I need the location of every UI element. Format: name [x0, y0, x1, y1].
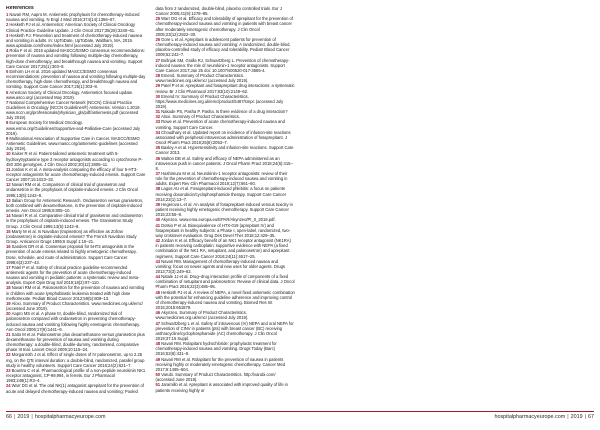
reference-text: Hesketh PJ et al. A review of NEPA, a novel fixed antiemetic combination with the potential for enhancing guideline adherence and improving control of chemotherapy-induced nausea and vomiting. Biomed Res Int 2015;2015:651879.	[155, 289, 295, 311]
reference-text: Choudhary et al. Updated report on incidence of infusion-site reactions associated with peripheral intravenous administration of fosaprepitant. J Oncol Pharm Pract 2019;25(8):2053–7.	[155, 129, 291, 146]
reference-text: Aapro MS et al. A phase III, double-blind, randomized trial of palonosetron compared with ondansetron in preventing chemotherapy-induced nausea and vomiting following highly emetogenic chemotherapy. Ann Oncol 2006;17(9):1441–9.	[6, 311, 141, 332]
reference-text: Sanders DR et al. Consensus proposal for 5HT3 antagonists in the prevention of acute emesis related to highly emetogenic chemotherapy. Dose, schedule, and route of administration. Support Care Cancer 1998;6(3):237–43.	[6, 244, 137, 265]
reference-number: 3	[6, 32, 9, 38]
reference-text: Walton DB et al. Safety and efficacy of NEPA administered as an intravenous push in cancer patients. J Oncol Pharm Pract 2018;24(6):415–8.	[155, 155, 293, 171]
reference-item	[156, 83, 296, 93]
reference-number: 49	[155, 356, 161, 362]
reference-number: 32	[155, 114, 161, 120]
reference-item	[156, 274, 296, 289]
reference-text: Navari RM et al. Rolapitant for the prevention of nausea in patients receiving highly or moderately emetogenic chemotherapy. Cancer Med 2017;6:1495–504.	[155, 356, 286, 372]
reference-text: Aloxi. Summary of Product Characteristics.	[161, 114, 240, 120]
reference-number: 28	[155, 73, 161, 79]
reference-item	[156, 341, 296, 356]
page-footer	[6, 411, 594, 422]
reference-item	[156, 238, 296, 259]
reference-text: Morganroth J et al. Effect of single doses of IV palonosetron, up to 2.25 mg, on the QTc interval duration: a double-blind, randomized, parallel group study in healthy volunteers. Support Care Cancer 2016;24(2):621–7.	[6, 352, 145, 368]
reference-text: Navari RM. Rolapitant hydrochloride: prophylactic treatment for chemotherapy-induced nausea and vomiting. Drugs Today (Barc) 2016;52(8):431–8.	[155, 341, 277, 357]
reference-text: Navari R et al. Comparative clinical trial of granisetron and ondansetron in the prophylaxis of cisplatin-induced emesis. The Granisetron Study Group. J Clin Oncol 1995;13(5):1242–8.	[6, 213, 143, 229]
reference-item	[6, 368, 146, 383]
footer-site-right[interactable]: hospitalpharmacyeurope.com	[494, 414, 566, 420]
reference-number: 22	[6, 352, 11, 358]
reference-number: 6	[6, 89, 9, 95]
reference-item	[6, 182, 146, 197]
reference-text: Jordan K et al. Efficacy benefit of an NK1 receptor antagonist (NK1RA) in patients receiving carboplatin: supportive evidence with NEPA (a fixed combination of the NK1 RA, netupitant, and palonosetron) and aprepitant regimens. Support Care Cancer 2016;24(11):4617–25.	[155, 238, 291, 259]
reference-item	[156, 171, 296, 186]
reference-item	[156, 223, 296, 238]
reference-number: 25	[155, 16, 161, 22]
reference-text: European Society for Medical Oncology. www.esmo.org/Guidelines/Supportive-and-Palliative-Care (accessed July 2019).	[6, 120, 141, 136]
reference-item	[6, 244, 146, 265]
reference-item	[156, 357, 296, 372]
reference-text: Marty M et al. Is Navoban (tropisetron) as effective as Zofran (ondansetron) in cisplatin-induced emesis? The French Navoban Study Group. Anticancer Drugs 1995;6 Suppl 1:15–21.	[6, 228, 137, 245]
footer-separator: |	[584, 414, 586, 420]
reference-number: 29	[155, 83, 161, 89]
footer-left	[6, 412, 106, 422]
reference-text: Hashimura M et al. Neurokinin-1 receptor antagonists: review of their role for the prevention of chemotherapy-induced nausea and vomiting in adults. Expert Rev Clin Pharmacol 2019;12(7):661–80.	[155, 171, 288, 187]
reference-number: 36	[155, 155, 161, 161]
reference-number: 48	[155, 341, 161, 347]
reference-item	[6, 100, 146, 121]
reference-text: Gore L et al. Aprepitant in adolescent patients for prevention of chemotherapy-induced nausea and vomiting: A randomized, double-blind, placebo-controlled study of efficacy and tolerability. Pediatr Blood Cancer 2009;52:242–7.	[155, 36, 291, 58]
reference-number: 2	[6, 22, 9, 28]
reference-item	[6, 229, 146, 244]
reference-number: 26	[155, 36, 161, 42]
reference-item	[156, 372, 296, 382]
reference-item	[156, 145, 296, 155]
reference-item	[156, 290, 296, 311]
reference-item	[6, 167, 146, 182]
reference-number: 40	[155, 217, 161, 223]
reference-number: 44	[155, 274, 161, 280]
reference-number: 51	[155, 382, 161, 388]
reference-item	[156, 130, 296, 145]
reference-item	[156, 202, 296, 217]
reference-number: 9	[6, 135, 9, 141]
reference-text: Bountra C et al. Pharmacological profile of a non-peptide neurokinin NK1 receptor antagonist, CP-99,994, in ferrets. Eur J Pharmacol 1993;249(1):R3–4.	[6, 367, 146, 384]
reference-text: Akynzeo. www.ema.europa.eu/EPAR/Akynzeo/PI_0_2019.pdf.	[161, 217, 276, 223]
reference-number: 4	[6, 48, 9, 54]
reference-number: 7	[6, 99, 9, 105]
reference-item	[156, 73, 296, 83]
reference-number: 12	[6, 182, 11, 188]
reference-item	[6, 213, 146, 228]
reference-item	[156, 37, 296, 58]
reference-text: Patel P et al. Safety of clinical practice guideline-recommended antiemetic agents for the prevention of acute chemotherapy-induced nausea and vomiting in pediatric patients: a systematic review and meta-analysis. Expert Opin Drug Saf 2019;18(2):97–110.	[6, 264, 140, 286]
reference-item	[156, 186, 296, 201]
reference-number: 42	[155, 238, 161, 244]
reference-item	[6, 90, 146, 100]
reference-text: Hesketh PJ. Prevention and treatment of chemotherapy-induced nausea and vomiting in adults. In: UpToDate, UpToDate, Waltham, MA, 2019. www.uptodate.com/home/index.html (accessed July 2019).	[6, 32, 143, 49]
reference-text: Warr DG et al. Efficacy and tolerability of aprepitant for the prevention of chemotherapy-induced nausea and vomiting in patients with breast cancer after moderately emetogenic chemotherapy. J Clin Oncol 2005;23(12):2822–30.	[155, 16, 293, 37]
reference-item	[156, 310, 296, 320]
references-section	[6, 6, 594, 404]
reference-text: Hegerova L et al. An analysis of fosaprepitant-induced venous toxicity in patient receiving highly emetogenic chemotherapy. Support Care Cancer 2015;23:55–9.	[155, 201, 293, 218]
reference-item	[6, 136, 146, 151]
reference-item	[6, 265, 146, 286]
reference-number: 39	[155, 201, 161, 207]
reference-item	[156, 58, 296, 73]
reference-number: 31	[155, 109, 161, 115]
reference-number: 45	[155, 289, 161, 295]
reference-text: Bošnjak SM, Gralla RJ, Schwartzberg L. Prevention of chemotherapy-induced nausea: the role of neurokinin-1 receptor antagonists. Support Care Cancer 2017;Jan 25 doi: 10.1007/s00520-017-3585-4.	[155, 57, 290, 73]
reference-item	[6, 22, 146, 32]
reference-number: 41	[155, 222, 161, 228]
page-number-right: 67	[588, 414, 594, 420]
reference-item	[6, 33, 146, 48]
reference-text: Emend IV. Summary of Product Characteristics. https://www.medicines.org.uk/emc/product/5487/smpc (accessed July 2019).	[155, 93, 284, 109]
reference-number: 33	[155, 119, 161, 125]
reference-item	[156, 259, 296, 274]
reference-text: Navari RM et al. Palonosetron for the prevention of nausea and vomiting in children with acute lymphoblastic leukemia treated with high dose methotrexate. Pediatr Blood Cancer 2012;59(5):809–13.	[6, 285, 145, 301]
reference-item	[6, 12, 146, 22]
reference-text: Emend. Summary of Product Characteristics. www.medicines.org.uk/emc/ (accessed July 2019).	[155, 73, 249, 84]
reference-number: 37	[155, 171, 161, 176]
reference-item	[6, 198, 146, 213]
footer-separator: |	[14, 414, 16, 420]
reference-text: Saito M et al. Palonosetron plus dexamethasone versus granisetron plus dexamethasone for prevention of nausea and vomiting during chemotherapy: a double-blind, double-dummy, randomised, comparative phase III trial. Lancet Oncol 2009;10:115–24.	[6, 331, 145, 353]
reference-number: 20	[6, 311, 11, 317]
footer-right	[494, 412, 594, 422]
reference-text: Multinational Association of Supportive Care in Cancer. MASCC/ESMO Antiemetic Guidelines. www.mascc.org/antiemetic-guidelines (accessed July 2019).	[6, 135, 140, 152]
reference-text: Baxley A et al. Hypersensitivity and infusion-site reactions. Support Care Cancer 2013.	[155, 145, 294, 156]
reference-number: 8	[6, 120, 9, 126]
reference-number: 5	[6, 68, 9, 74]
reference-text: Kaiser R et al. Patient-tailored antiemetic treatment with 5-hydroxytryptamine type 3 receptor antagonists according to cytochrome P-450 2D6 genotypes. J Clin Oncol 2002;20(12):2805–11.	[6, 151, 143, 167]
reference-text: Jordan K et al. A meta-analysis comparing the efficacy of four 5-HT3-receptor antagonists for acute chemotherapy-induced emesis. Support Care Cancer 2007;15:1023–33.	[6, 166, 146, 183]
reference-number: 23	[6, 367, 11, 373]
reference-number: 15	[6, 228, 11, 234]
reference-item	[6, 301, 146, 311]
reference-item	[6, 352, 146, 367]
reference-text: Rolia F et al. 2016 updated MASCC/ESMO consensus recommendations: prevention of nausea and vomiting following multiple-day chemotherapy, high-dose chemotherapy, and breakthrough nausea and vomiting. Support Care Cancer 2017;25(1):303–8.	[6, 48, 145, 69]
reference-number: 18	[6, 285, 11, 291]
reference-number: 17	[6, 264, 11, 270]
reference-text: Hesketh PJ et al. Antiemetics: American Society of Clinical Oncology Clinical Practice Guideline Update. J Clin Oncol 2017;35(28):3240–61.	[6, 22, 136, 33]
reference-item	[6, 285, 146, 300]
reference-text: Warr DG et al. The oral NK(1) antagonist aprepitant for the prevention of acute and delayed chemotherapy-induced nausea and vomiting: Pooled data from 2 randomized, double-blind, placebo controlled trials. Eur J Cancer 2005;41(9):1278–85.	[6, 6, 282, 394]
reference-item	[156, 156, 296, 171]
reference-text: Schwartzberg L et al. Safety of intravenous (IV) NEPA and oral NEPA for prevention of CINV in patients (pts) with breast cancer (BC) receiving anthracycline/cyclophosphamide (AC) chemotherapy. J Clin Oncol 2019;37:15 Suppl.	[155, 320, 294, 341]
footer-year-right: 2019	[570, 414, 583, 420]
reference-text: Rowe et al. Prevention of acute chemotherapy-induced nausea and vomiting. Support Care Cancer.	[155, 119, 285, 130]
reference-item	[156, 321, 296, 342]
reference-text: Varubi. Summary of Product Characteristics. http://varubi.com/ (accessed June 2019).	[155, 372, 276, 383]
reference-item	[6, 69, 146, 90]
reference-text: Lagos AU et al. Fosaprepitant-induced phlebitis: a focus on patients receiving doxorubicin/cyclophosphamide therapy. Support Care Cancer 2014;22(1):13–7.	[155, 186, 287, 202]
reference-number: 35	[155, 145, 161, 151]
page-number-left: 66	[6, 414, 12, 420]
reference-number: 27	[155, 57, 161, 63]
reference-item	[6, 332, 146, 353]
reference-number: 46	[155, 310, 161, 316]
reference-item	[6, 311, 146, 332]
reference-text: Einhorn LH et al. 2016 updated MASCC/ESMO consensus recommendations: prevention of nausea and vomiting following multiple-day chemotherapy, high-dose chemotherapy, and breakthrough nausea and vomiting. Support Care Cancer 2017;25(1):303–8.	[6, 68, 146, 90]
reference-number: 30	[155, 93, 161, 99]
reference-item	[156, 16, 296, 37]
reference-text: Navari RM et al. Comparison of clinical trial of granisetron and ondansetron in the prophylaxis of cisplatin-induced emesis. J Clin Oncol 1995;13(5):1242–8.	[6, 182, 138, 198]
reference-number: 1	[6, 12, 9, 18]
reference-text: Italian Group for Antiemetic Research. Ondansetron versus granisetron, both combined with dexamethasone, in the prevention of cisplatin-induced emesis. Ann Oncol 1995;6:805–10.	[6, 197, 144, 214]
reference-text: Patel P et al. Aprepitant and fosaprepitant drug interactions: a systematic review. Br J Clin Pharmacol 2017;83(10):2148–62.	[155, 83, 295, 94]
reference-text: Aloxi. Summary of Product Characteristics. www.medicines.org.uk/emc/ (accessed June 2019).	[6, 300, 143, 312]
reference-text: National Comprehensive Cancer Network (NCCN) Clinical Practice Guidelines in Oncology (NCCN Guidelines®) Antiemesis. Version 1.2019. www.nccn.org/professionals/physician_gls/pdf/antiemesis.pdf (accessed July 2019).	[6, 99, 141, 121]
reference-item	[156, 94, 296, 109]
reference-text: Navari RM. Management of chemotherapy-induced nausea and vomiting: focus on newer agents and new uses for older agents. Drugs 2013;73(3):249–62.	[155, 258, 285, 274]
reference-number: 47	[155, 320, 161, 326]
reference-number: 34	[155, 129, 161, 135]
reference-number: 10	[6, 151, 11, 157]
reference-number: 16	[6, 244, 11, 250]
reference-item	[156, 119, 296, 129]
reference-number: 38	[155, 186, 161, 192]
reference-number: 11	[6, 166, 11, 172]
footer-separator: |	[567, 414, 569, 420]
references-heading: References	[6, 6, 34, 11]
reference-text: Nakade PS, Pasha P. Pasha. Is there evidence of a drug interaction?	[161, 109, 288, 115]
reference-text: Navari RM, Aapro M. Antiemetic prophylaxis for chemotherapy-induced nausea and vomiting. N Engl J Med 2016;374(14):1356–67.	[6, 12, 140, 23]
reference-number: 50	[155, 372, 161, 378]
reference-text: American Society of Clinical Oncology. Antiemetics focused update. www.asco.org/ (accessed May 2019).	[6, 89, 134, 100]
reference-number: 24	[6, 383, 11, 389]
reference-text: Jaramillo et al. Aprepitant is associated with improved quality of life in patients receiving highly or	[155, 382, 288, 393]
reference-text: Akynzeo. Summary of Product Characteristics. www.medicines.org.uk/emc/ (accessed July 2019).	[155, 310, 249, 321]
reference-number: 13	[6, 197, 11, 203]
reference-number: 43	[155, 258, 161, 264]
reference-item	[156, 382, 296, 392]
reference-text: Dotsio P et al. Bioequivalence of HTX-019 (aprepitant IV) and fosaprepitant in healthy subjects: a Phase I, open-label, randomized, two-way crossover evaluation. Drug Des Devel Ther 2018;12:429–35.	[155, 222, 291, 238]
reference-item	[6, 48, 146, 69]
reference-item	[6, 151, 146, 166]
reference-number: 14	[6, 213, 11, 219]
reference-text: Natale JJ et al. Drug–drug interaction profile of components of a fixed combination of netupitant and palonosetron: Review of clinical data. J Oncol Pharm Pract 2016;22(3):485–95.	[155, 274, 295, 290]
footer-separator: |	[31, 414, 33, 420]
footer-site-left[interactable]: hospitalpharmacyeurope.com	[34, 414, 106, 420]
reference-number: 21	[6, 331, 11, 337]
reference-number: 19	[6, 300, 11, 306]
footer-year-left: 2019	[17, 414, 30, 420]
reference-item	[6, 120, 146, 135]
